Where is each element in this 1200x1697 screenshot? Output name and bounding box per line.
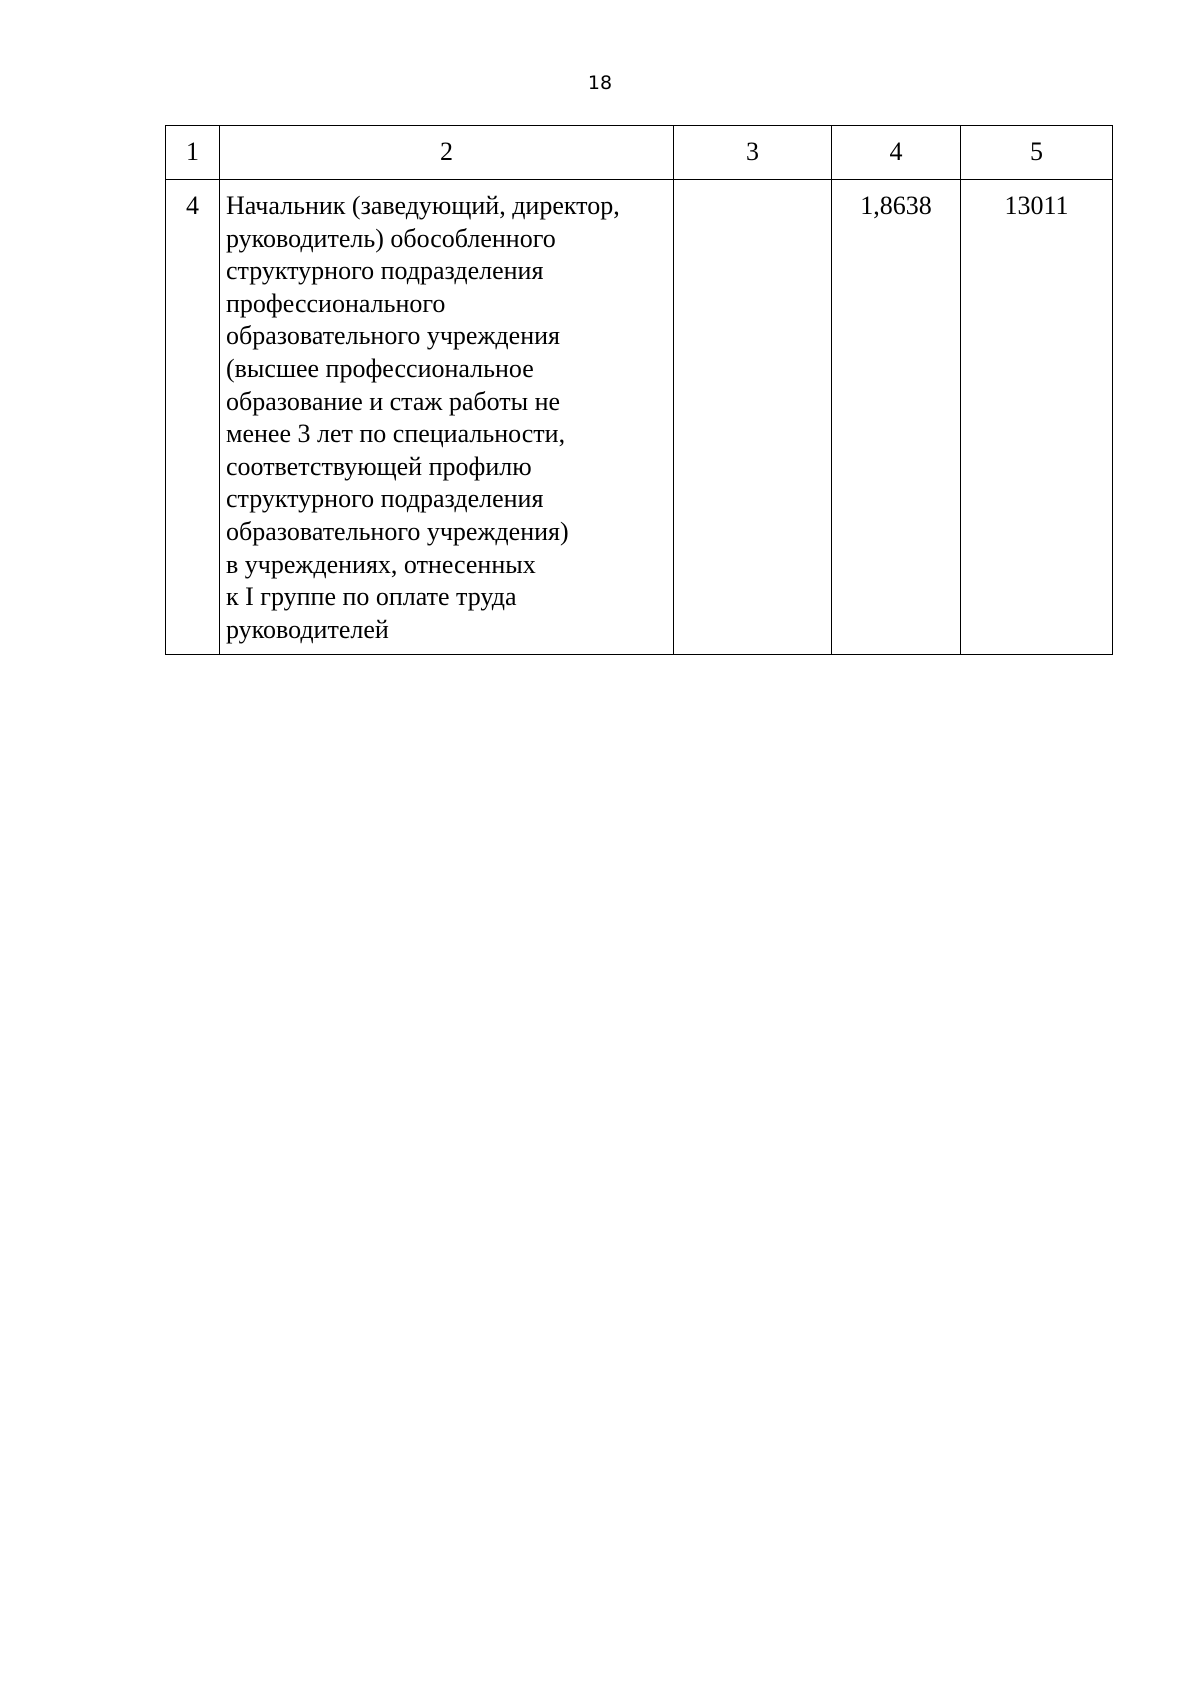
description-line: структурного подразделения [226, 256, 544, 286]
table-row [166, 180, 1113, 655]
description-line: структурного подразделения [226, 484, 544, 514]
description-line: профессионального [226, 288, 446, 318]
description-line: руководителей [226, 614, 389, 644]
position-description [220, 180, 674, 655]
description-line: Начальник (заведующий, директор, [226, 191, 620, 220]
description-line: образовательного учреждения [226, 321, 560, 351]
description-line: руководитель) обособленного [226, 223, 556, 253]
header-cell-2: 2 [220, 126, 674, 180]
description-line: образовательного учреждения) [226, 516, 569, 546]
header-cell-1: 1 [166, 126, 220, 180]
description-line: соответствующей профилю [226, 451, 532, 481]
amount-cell: 13011 [961, 180, 1113, 655]
salary-table [165, 125, 1113, 655]
description-line: к I группе по оплате труда [226, 582, 517, 612]
description-line: менее 3 лет по специальности, [226, 419, 566, 449]
table-header-row [166, 126, 1113, 180]
header-cell-5: 5 [961, 126, 1113, 180]
header-cell-3: 3 [674, 126, 832, 180]
description-line: в учреждениях, отнесенных [226, 549, 536, 579]
description-line: образование и стаж работы не [226, 386, 561, 416]
page-number: 18 [587, 72, 613, 94]
coefficient-cell: 1,8638 [832, 180, 961, 655]
header-cell-4: 4 [832, 126, 961, 180]
row-number: 4 [166, 180, 220, 655]
column-3-cell [674, 180, 832, 655]
description-line: (высшее профессиональное [226, 353, 534, 383]
